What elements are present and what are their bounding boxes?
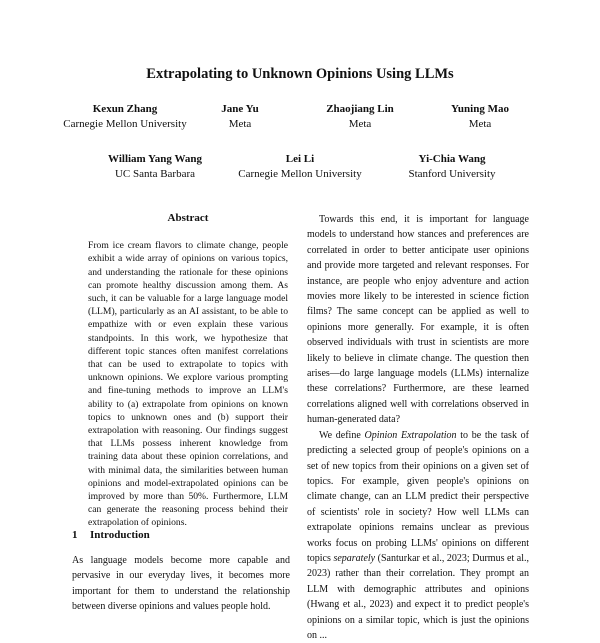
- author-name: Jane Yu: [221, 103, 259, 115]
- author-affiliation: Carnegie Mellon University: [238, 168, 362, 180]
- author-name: Zhaojiang Lin: [326, 103, 394, 115]
- author-name: Lei Li: [285, 153, 315, 165]
- author-block: [185, 102, 295, 132]
- body-paragraph: Towards this end, it is important for language models to understand how stances and preferences are correlated in order to better anticipate user opinions and provide more targeted and relevant responses. For instance, are people who enjoy adventure and action movies more likely to be interested in science fiction films? The same concept can be applied as well to opinions more generally. For example, it is often observed individuals with trust in scientists are more likely to believe in climate change. The question then arises—do large language models (LLMs) internalize these correlations? Furthermore, are these learned correlations aligned well with correlations observed in human-generated data?: [307, 214, 529, 426]
- author-block: [300, 102, 420, 132]
- paper-title: Extrapolating to Unknown Opinions Using LLMs: [146, 66, 454, 82]
- section-title: Introduction: [90, 529, 150, 541]
- abstract-section: [88, 212, 288, 530]
- author-affiliation: Meta: [348, 118, 372, 130]
- author-block: [80, 152, 230, 182]
- right-column: [307, 212, 529, 643]
- defined-term: Opinion Extrapolation: [364, 429, 457, 441]
- author-block: [425, 102, 535, 132]
- section-heading: [72, 529, 150, 541]
- author-name: William Yang Wang: [108, 153, 202, 165]
- author-affiliation: Stanford University: [408, 168, 496, 180]
- emphasis: separately: [333, 552, 376, 564]
- body-paragraph: [307, 428, 529, 643]
- author-block: [382, 152, 522, 182]
- abstract-heading: Abstract: [167, 212, 209, 224]
- abstract-text: From ice cream flavors to climate change, people exhibit a wide array of opinions on various topics, and understanding the rationale for these opinions can promote healthy discussion among them. As such, it can be valuable for a large language model (LLM), particularly as an AI assistant, to be able to empathize with or even explain these various standpoints. In this work, we hypothesize that different topic stances often manifest correlations that can be used to extrapolate to topics with unknown opinions. We explore various prompting and fine-tuning methods to improve an LLM's ability to (a) extrapolate from opinions on known topics to unknown ones and (b) support their extrapolation with reasoning. Our findings suggest that LLMs possess inherent knowledge from training data about these opinion correlations, and with minimal data, the similarities between human opinions and model-extrapolated opinions can be improved by more than 50%. Furthermore, LLM can generate the reasoning process behind their extrapolation of opinions.: [88, 240, 288, 529]
- text-run: (Santurkar et al., 2023; Durmus et al., 2023) rather than their correlation. They prompt an LLM with demographic attributes and opinions (Hwang et al., 2023) and expect it to predict people's opinions on a similar topic, which is just the opinions on ...: [307, 552, 529, 641]
- intro-paragraph: As language models become more capable and pervasive in our everyday lives, it becomes more important for them to understand the relationship between diverse opinions and values people hold.: [72, 555, 290, 613]
- author-block: [220, 152, 380, 182]
- text-run: We define: [319, 429, 365, 441]
- author-name: Yi-Chia Wang: [418, 153, 486, 165]
- author-affiliation: Meta: [228, 118, 252, 130]
- author-name: Yuning Mao: [451, 103, 509, 115]
- section-number: 1: [72, 529, 78, 541]
- author-affiliation: Meta: [468, 118, 492, 130]
- author-affiliation: UC Santa Barbara: [114, 168, 196, 180]
- author-affiliation: Carnegie Mellon University: [63, 118, 187, 130]
- text-run: to be the task of predicting a selected group of people's opinions on a set of new topics from their opinions on a given set of topics. For example, given people's opinions on climate change, can an LLM predict their perspective of scientists' role in society? How well LLMs can extrapolate opinions remains unclear as previous works focus on probing LLMs' opinions on different topics: [307, 429, 529, 564]
- author-name: Kexun Zhang: [92, 103, 158, 115]
